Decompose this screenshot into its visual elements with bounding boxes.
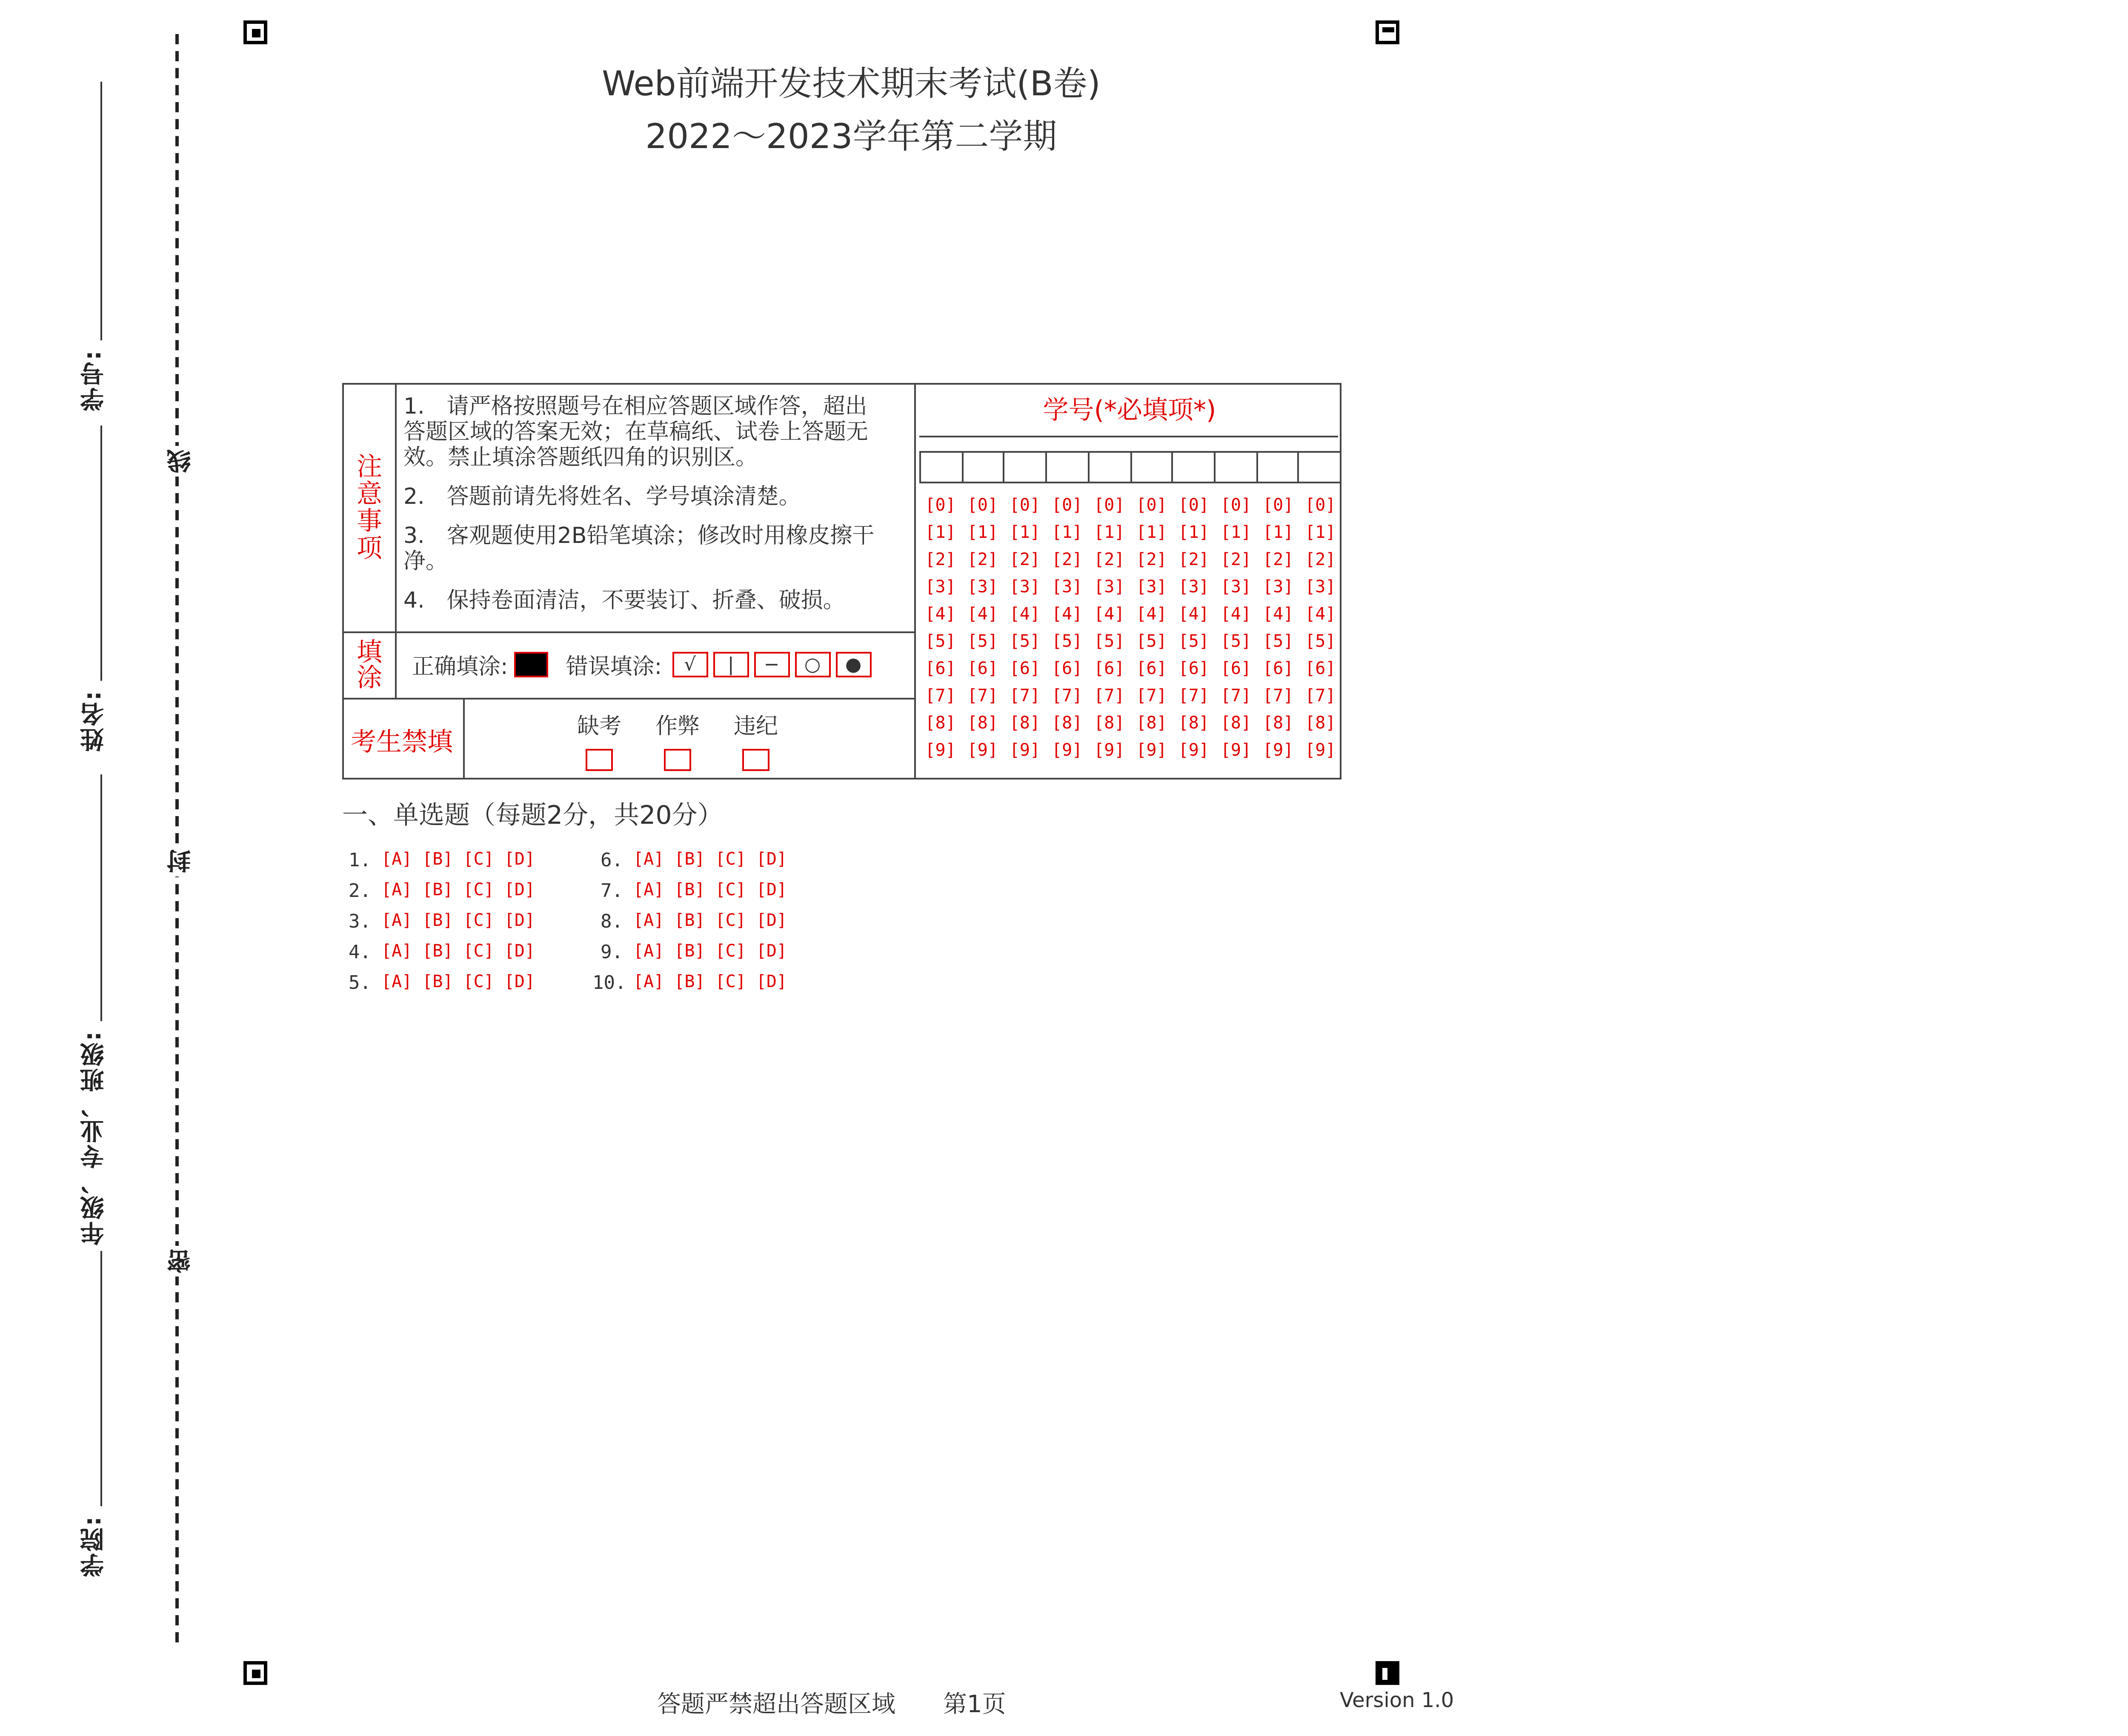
sid-box[interactable] [961,451,1004,483]
question-number: 4. [349,941,371,963]
question-number: 3. [349,911,371,933]
sid-bubble[interactable]: [1] [1136,524,1167,543]
question-number: 7. [601,880,623,902]
hdivider-notice [344,631,914,633]
notice-item-3: 3. 客观题使用2B铅笔填涂；修改时用橡皮擦干净。 [403,524,875,575]
answer-bubble[interactable]: [A] [381,851,412,870]
answer-bubble[interactable]: [A] [633,882,664,900]
sid-bubble[interactable]: [8] [1263,715,1294,734]
sid-bubble[interactable]: [3] [1136,579,1167,597]
sid-bubble[interactable]: [4] [1094,606,1125,625]
notice-item-4: 4. 保持卷面清洁，不要装订、折叠、破损。 [403,589,845,614]
sid-bubble[interactable]: [3] [1094,579,1125,597]
sid-bubble[interactable]: [3] [967,579,998,597]
sid-box[interactable] [1130,451,1172,483]
sid-bubble[interactable]: [4] [967,606,998,625]
sid-bubble[interactable]: [6] [1263,660,1294,679]
info-table [342,383,1341,779]
class-line-lower [100,1251,102,1506]
sid-bubble[interactable]: [8] [1136,715,1167,734]
answer-bubble[interactable]: [D] [504,882,535,900]
question-row [340,941,545,963]
sid-bubble[interactable]: [7] [1136,688,1167,706]
section-single-choice-title: 一、单选题（每题2分，共20分） [342,800,723,831]
answer-bubble[interactable]: [A] [633,851,664,870]
ban-box-cheat[interactable] [664,749,691,771]
question-row [592,880,797,902]
wrong-fill-dot: ● [835,652,871,677]
version-label: Version 1.0 [1340,1688,1454,1712]
sid-bubble[interactable]: [6] [1052,660,1083,679]
ban-box-absent[interactable] [586,749,613,771]
exam-term: 2022～2023学年第二学期 [645,116,1057,157]
sid-bubble[interactable]: [7] [967,688,998,706]
ban-box-violation[interactable] [742,749,769,771]
sid-bubble[interactable]: [8] [1052,715,1083,734]
sid-box[interactable] [1172,451,1214,483]
sid-bubble[interactable]: [5] [1009,633,1041,652]
answer-bubble[interactable]: [D] [756,943,787,962]
vdivider-notice [395,385,397,698]
answer-bubble[interactable]: [C] [463,851,494,870]
cut-word-seal: 封 [163,846,197,877]
sid-bubble[interactable]: [9] [1263,742,1294,761]
sid-bubble[interactable]: [2] [967,551,998,570]
wrong-fill-label: 错误填涂: [566,655,662,681]
sid-bubble[interactable]: [5] [1263,633,1294,652]
sid-bubble[interactable]: [0] [1009,497,1041,516]
answer-bubble[interactable]: [B] [674,912,705,931]
sid-bubble[interactable]: [7] [1305,688,1336,706]
answer-bubble[interactable]: [C] [715,943,746,962]
ban-label-absent: 缺考 [577,715,621,740]
sid-bubble[interactable]: [9] [925,742,956,761]
sid-box[interactable] [1004,451,1046,483]
answer-bubble[interactable]: [B] [422,912,453,931]
sid-bubble[interactable]: [5] [1052,633,1083,652]
sid-bubble[interactable]: [7] [925,688,956,706]
student-id-write-boxes [919,451,1341,483]
sid-bubble[interactable]: [3] [1220,579,1252,597]
sid-bubble[interactable]: [3] [1052,579,1083,597]
correct-fill-label: 正确填涂: [412,655,508,681]
sid-bubble[interactable]: [0] [1178,497,1209,516]
notice-item-1: 1. 请严格按照题号在相应答题区域作答，超出答题区域的答案无效；在草稿纸、试卷上答题无效。禁止填涂答题纸四角的识别区。 [403,395,869,471]
answer-bubble[interactable]: [D] [756,882,787,900]
sid-bubble[interactable]: [6] [1305,660,1336,679]
name-line [100,425,102,681]
answer-bubble[interactable]: [B] [674,851,705,870]
wrong-fill-dash: − [754,652,789,677]
sid-bubble[interactable]: [9] [1136,742,1167,761]
sid-bubble[interactable]: [6] [1220,660,1252,679]
sid-bubble[interactable]: [2] [1263,551,1294,570]
notice-header: 注意事项 [353,453,384,562]
notice-item-2: 2. 答题前请先将姓名、学号填涂清楚。 [403,485,801,511]
college-label: 学院: [80,1515,107,1577]
wrong-fill-circle: ○ [795,652,830,677]
sid-box[interactable] [1298,451,1341,483]
sid-header-underline [919,436,1338,437]
question-row [340,849,545,871]
answer-bubble[interactable]: [C] [463,943,494,962]
answer-bubble[interactable]: [C] [715,974,746,992]
cut-word-secret: 密 [163,1246,197,1276]
sid-bubble[interactable]: [5] [925,633,956,652]
answer-bubble[interactable]: [B] [422,943,453,962]
sid-bubble[interactable]: [7] [1178,688,1209,706]
sid-bubble[interactable]: [0] [1263,497,1294,516]
sid-bubble[interactable]: [1] [1220,524,1252,543]
wrong-fill-check: √ [672,652,708,677]
sid-bubble[interactable]: [1] [1052,524,1083,543]
cut-line [175,34,179,1642]
sid-bubble[interactable]: [4] [1136,606,1167,625]
answer-bubble[interactable]: [B] [422,851,453,870]
ban-item-absent [565,708,633,771]
sid-bubble[interactable]: [4] [1178,606,1209,625]
question-number: 2. [349,880,371,902]
student-id-bubble-grid [919,494,1341,766]
sid-bubble[interactable]: [9] [1178,742,1209,761]
sid-bubble[interactable]: [9] [967,742,998,761]
sid-bubble[interactable]: [6] [1178,660,1209,679]
sid-bubble[interactable]: [6] [1094,660,1125,679]
sid-bubble[interactable]: [1] [1263,524,1294,543]
answer-bubble[interactable]: [B] [674,974,705,992]
class-label: 年级、专业、班级: [80,1030,107,1245]
sid-bubble[interactable]: [0] [1052,497,1083,516]
ban-label-violation: 违纪 [733,715,778,740]
sid-bubble[interactable]: [1] [967,524,998,543]
sid-bubble[interactable]: [1] [1178,524,1209,543]
question-number: 9. [601,941,623,963]
sid-bubble[interactable]: [2] [1178,551,1209,570]
answer-bubble[interactable]: [C] [463,882,494,900]
registration-marker-top-center [1376,20,1399,44]
sid-bubble[interactable]: [2] [1052,551,1083,570]
vdivider-sid [914,385,916,779]
footer-page: 第1页 [943,1692,1006,1719]
student-id-header: 学号(*必填项*) [1043,395,1216,425]
sid-bubble[interactable]: [8] [1220,715,1252,734]
sid-box[interactable] [1045,451,1087,483]
sid-bubble[interactable]: [7] [1263,688,1294,706]
answer-bubble[interactable]: [C] [463,912,494,931]
notice-text [403,395,889,628]
sid-bubble[interactable]: [0] [967,497,998,516]
registration-marker-bottom-center [1376,1661,1399,1685]
correct-fill-box [515,652,549,677]
answer-bubble[interactable]: [D] [504,974,535,992]
sid-bubble[interactable]: [6] [925,660,956,679]
name-label: 姓名: [80,689,107,752]
question-number: 10. [592,972,626,994]
sid-bubble[interactable]: [8] [1178,715,1209,734]
sid-bubble[interactable]: [3] [1009,579,1041,597]
ban-item-violation [722,708,790,771]
question-row [340,880,545,902]
sid-box[interactable] [919,451,961,483]
sid-bubble[interactable]: [4] [1220,606,1252,625]
sid-bubble[interactable]: [4] [1305,606,1336,625]
sid-bubble[interactable]: [7] [1009,688,1041,706]
registration-marker-top-left [243,20,267,44]
sid-bubble[interactable]: [5] [1178,633,1209,652]
answer-bubble[interactable]: [A] [381,943,412,962]
answer-bubble[interactable]: [A] [633,974,664,992]
sid-bubble[interactable]: [4] [925,606,956,625]
sid-bubble[interactable]: [1] [1094,524,1125,543]
sid-bubble[interactable]: [2] [1094,551,1125,570]
sid-bubble[interactable]: [1] [1305,524,1336,543]
sid-bubble[interactable]: [9] [1094,742,1125,761]
answer-bubble[interactable]: [C] [715,912,746,931]
fill-example-row [412,648,871,681]
sid-bubble[interactable]: [5] [1305,633,1336,652]
answer-bubble[interactable]: [C] [715,882,746,900]
hdivider-fill [344,698,914,700]
answer-bubble[interactable]: [B] [422,974,453,992]
answer-bubble[interactable]: [D] [504,912,535,931]
sid-bubble[interactable]: [9] [1305,742,1336,761]
ban-label-cheat: 作弊 [655,715,700,740]
question-row [340,972,545,994]
answer-bubble[interactable]: [A] [381,912,412,931]
fill-header: 填涂 [353,638,384,689]
sid-bubble[interactable]: [9] [1220,742,1252,761]
sid-bubble[interactable]: [8] [925,715,956,734]
sid-bubble[interactable]: [9] [1009,742,1041,761]
sid-bubble[interactable]: [6] [967,660,998,679]
question-number: 8. [601,911,623,933]
sid-box[interactable] [1256,451,1298,483]
sid-bubble[interactable]: [7] [1094,688,1125,706]
sid-box[interactable] [1214,451,1256,483]
sid-bubble[interactable]: [7] [1052,688,1083,706]
sid-bubble[interactable]: [9] [1052,742,1083,761]
sid-box[interactable] [1087,451,1130,483]
vdivider-ban [463,698,465,779]
sid-bubble[interactable]: [8] [1009,715,1041,734]
sid-bubble[interactable]: [8] [1094,715,1125,734]
registration-marker-bottom-left [243,1661,267,1685]
ban-header: 考生禁填 [351,727,453,757]
sid-bubble[interactable]: [5] [1094,633,1125,652]
answer-bubble[interactable]: [D] [504,851,535,870]
answer-bubble[interactable]: [D] [756,912,787,931]
sid-bubble[interactable]: [2] [1220,551,1252,570]
sid-bubble[interactable]: [8] [967,715,998,734]
sid-bubble[interactable]: [0] [1136,497,1167,516]
sid-bubble[interactable]: [2] [1136,551,1167,570]
question-row [592,972,797,994]
ban-item-cheat [644,708,712,771]
sid-bubble[interactable]: [0] [1305,497,1336,516]
question-row [592,941,797,963]
footer-notice: 答题严禁超出答题区域 [657,1692,895,1719]
sid-bubble[interactable]: [2] [1305,551,1336,570]
answer-bubble[interactable]: [A] [381,882,412,900]
sid-bubble[interactable]: [6] [1136,660,1167,679]
answer-bubble[interactable]: [A] [633,912,664,931]
sid-bubble[interactable]: [3] [925,579,956,597]
sid-bubble[interactable]: [4] [1009,606,1041,625]
answer-bubble[interactable]: [A] [633,943,664,962]
exam-title: Web前端开发技术期末考试(B卷) [602,63,1101,104]
sid-bubble[interactable]: [4] [1263,606,1294,625]
question-row [592,911,797,933]
class-line [100,774,102,1021]
answer-bubble[interactable]: [B] [674,943,705,962]
cut-word-line: 线 [163,446,197,477]
sid-bubble[interactable]: [5] [1220,633,1252,652]
sid-bubble[interactable]: [5] [967,633,998,652]
sid-bubble[interactable]: [2] [925,551,956,570]
sid-bubble[interactable]: [0] [1094,497,1125,516]
sid-bubble[interactable]: [3] [1305,579,1336,597]
answer-bubble[interactable]: [B] [422,882,453,900]
sid-bubble[interactable]: [5] [1136,633,1167,652]
sid-bubble[interactable]: [7] [1220,688,1252,706]
question-row [592,849,797,871]
question-number: 1. [349,849,371,871]
sid-bubble[interactable]: [1] [925,524,956,543]
wrong-fill-bar: | [713,652,749,677]
student-id-label: 学号: [80,349,107,411]
answer-bubble[interactable]: [C] [715,851,746,870]
answer-bubble[interactable]: [A] [381,974,412,992]
sid-bubble[interactable]: [2] [1009,551,1041,570]
question-number: 6. [601,849,623,871]
sid-bubble[interactable]: [0] [925,497,956,516]
sid-bubble[interactable]: [0] [1220,497,1252,516]
answer-bubble[interactable]: [D] [504,943,535,962]
question-row [340,911,545,933]
answer-bubble[interactable]: [B] [674,882,705,900]
answer-bubble[interactable]: [D] [756,974,787,992]
sid-bubble[interactable]: [3] [1178,579,1209,597]
sid-bubble[interactable]: [3] [1263,579,1294,597]
question-number: 5. [349,972,371,994]
sid-bubble[interactable]: [8] [1305,715,1336,734]
answer-bubble[interactable]: [D] [756,851,787,870]
sid-bubble[interactable]: [6] [1009,660,1041,679]
sid-bubble[interactable]: [1] [1009,524,1041,543]
student-id-line [100,82,102,340]
sid-bubble[interactable]: [4] [1052,606,1083,625]
answer-bubble[interactable]: [C] [463,974,494,992]
